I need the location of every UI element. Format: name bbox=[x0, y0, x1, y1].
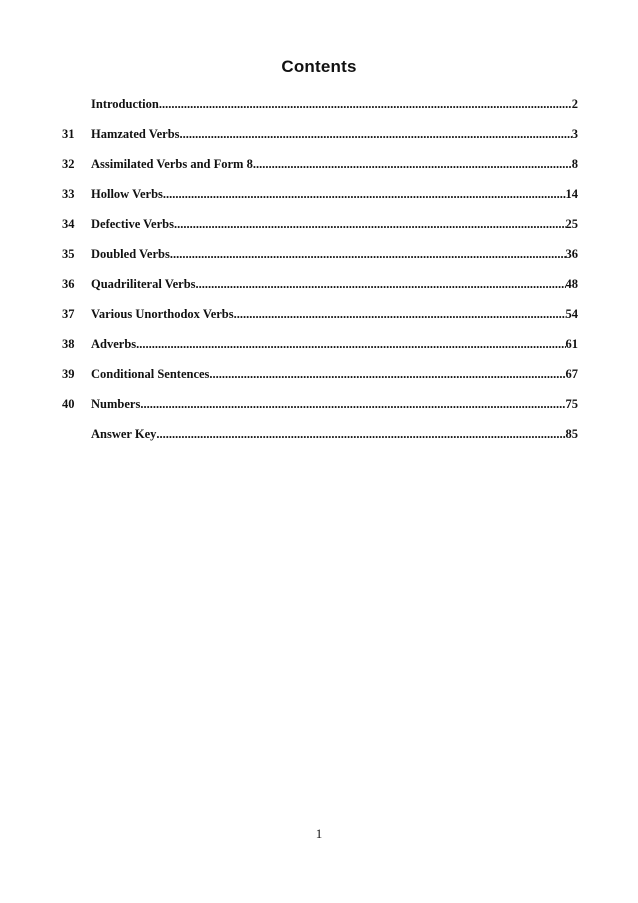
dot-leader bbox=[180, 126, 572, 142]
toc-entry-conditional-sentences bbox=[0, 366, 638, 396]
toc-entry-assimilated-verbs bbox=[0, 156, 638, 186]
page-number-footer: 1 bbox=[315, 826, 323, 841]
toc-chapter-number: 32 bbox=[62, 157, 75, 171]
toc-entry-hamzated-verbs bbox=[0, 126, 638, 156]
toc-entry-adverbs bbox=[0, 336, 638, 366]
toc-entry-title: Doubled Verbs bbox=[91, 247, 170, 261]
dot-leader bbox=[156, 426, 565, 442]
toc-page-number: 48 bbox=[565, 277, 578, 291]
toc-entry-line bbox=[91, 396, 578, 412]
toc-entry-title: Hollow Verbs bbox=[91, 187, 163, 201]
toc-entry-title: Answer Key bbox=[91, 427, 157, 441]
dot-leader bbox=[234, 306, 566, 322]
toc-chapter-number: 39 bbox=[62, 367, 75, 381]
dot-leader bbox=[136, 336, 565, 352]
toc-entry-title: Numbers bbox=[91, 397, 141, 411]
toc-entry-unorthodox-verbs bbox=[0, 306, 638, 336]
toc-page-number: 2 bbox=[571, 97, 578, 111]
toc-entry-line bbox=[91, 426, 578, 442]
toc-chapter-number: 33 bbox=[62, 187, 75, 201]
toc-entry-numbers bbox=[0, 396, 638, 426]
toc-entry-answer-key bbox=[0, 426, 638, 456]
toc-entry-defective-verbs bbox=[0, 216, 638, 246]
dot-leader bbox=[163, 186, 566, 202]
toc-entry-title: Conditional Sentences bbox=[91, 367, 210, 381]
toc-entry-line bbox=[91, 276, 578, 292]
dot-leader bbox=[159, 96, 572, 112]
toc-entry-hollow-verbs bbox=[0, 186, 638, 216]
toc-chapter-number: 36 bbox=[62, 277, 75, 291]
toc-page-number: 14 bbox=[565, 187, 578, 201]
toc-chapter-number: 35 bbox=[62, 247, 75, 261]
toc-chapter-number: 31 bbox=[62, 127, 75, 141]
dot-leader bbox=[140, 396, 565, 412]
toc-entry-line bbox=[91, 336, 578, 352]
toc-entry-line bbox=[91, 96, 578, 112]
dot-leader bbox=[174, 216, 566, 232]
toc-entry-line bbox=[91, 246, 578, 262]
toc-entry-line bbox=[91, 126, 578, 142]
toc-chapter-number: 38 bbox=[62, 337, 75, 351]
toc-entry-title: Adverbs bbox=[91, 337, 137, 351]
toc-entry-doubled-verbs bbox=[0, 246, 638, 276]
table-of-contents bbox=[0, 96, 638, 456]
toc-page-number: 85 bbox=[565, 427, 578, 441]
toc-entry-line bbox=[91, 216, 578, 232]
toc-chapter-number: 34 bbox=[62, 217, 75, 231]
page-title: Contents bbox=[281, 57, 357, 76]
toc-chapter-number: 37 bbox=[62, 307, 75, 321]
toc-chapter-number: 40 bbox=[62, 397, 75, 411]
toc-page-number: 36 bbox=[565, 247, 578, 261]
toc-entry-line bbox=[91, 186, 578, 202]
toc-page-number: 25 bbox=[565, 217, 578, 231]
toc-entry-introduction bbox=[0, 96, 638, 126]
dot-leader bbox=[196, 276, 566, 292]
dot-leader bbox=[209, 366, 565, 382]
toc-entry-title: Defective Verbs bbox=[91, 217, 174, 231]
toc-page-number: 75 bbox=[565, 397, 578, 411]
dot-leader bbox=[253, 156, 572, 172]
toc-entry-line bbox=[91, 156, 578, 172]
toc-page-number: 8 bbox=[571, 157, 578, 171]
toc-entry-line bbox=[91, 306, 578, 322]
toc-entry-title: Introduction bbox=[91, 97, 159, 111]
toc-page-number: 67 bbox=[565, 367, 578, 381]
toc-entry-title: Hamzated Verbs bbox=[91, 127, 180, 141]
toc-page-number: 3 bbox=[571, 127, 578, 141]
toc-page-number: 61 bbox=[565, 337, 578, 351]
toc-entry-quadriliteral-verbs bbox=[0, 276, 638, 306]
toc-entry-title: Various Unorthodox Verbs bbox=[91, 307, 234, 321]
toc-entry-title: Assimilated Verbs and Form 8 bbox=[91, 157, 253, 171]
toc-entry-line bbox=[91, 366, 578, 382]
toc-entry-title: Quadriliteral Verbs bbox=[91, 277, 196, 291]
toc-page-number: 54 bbox=[565, 307, 578, 321]
dot-leader bbox=[170, 246, 566, 262]
